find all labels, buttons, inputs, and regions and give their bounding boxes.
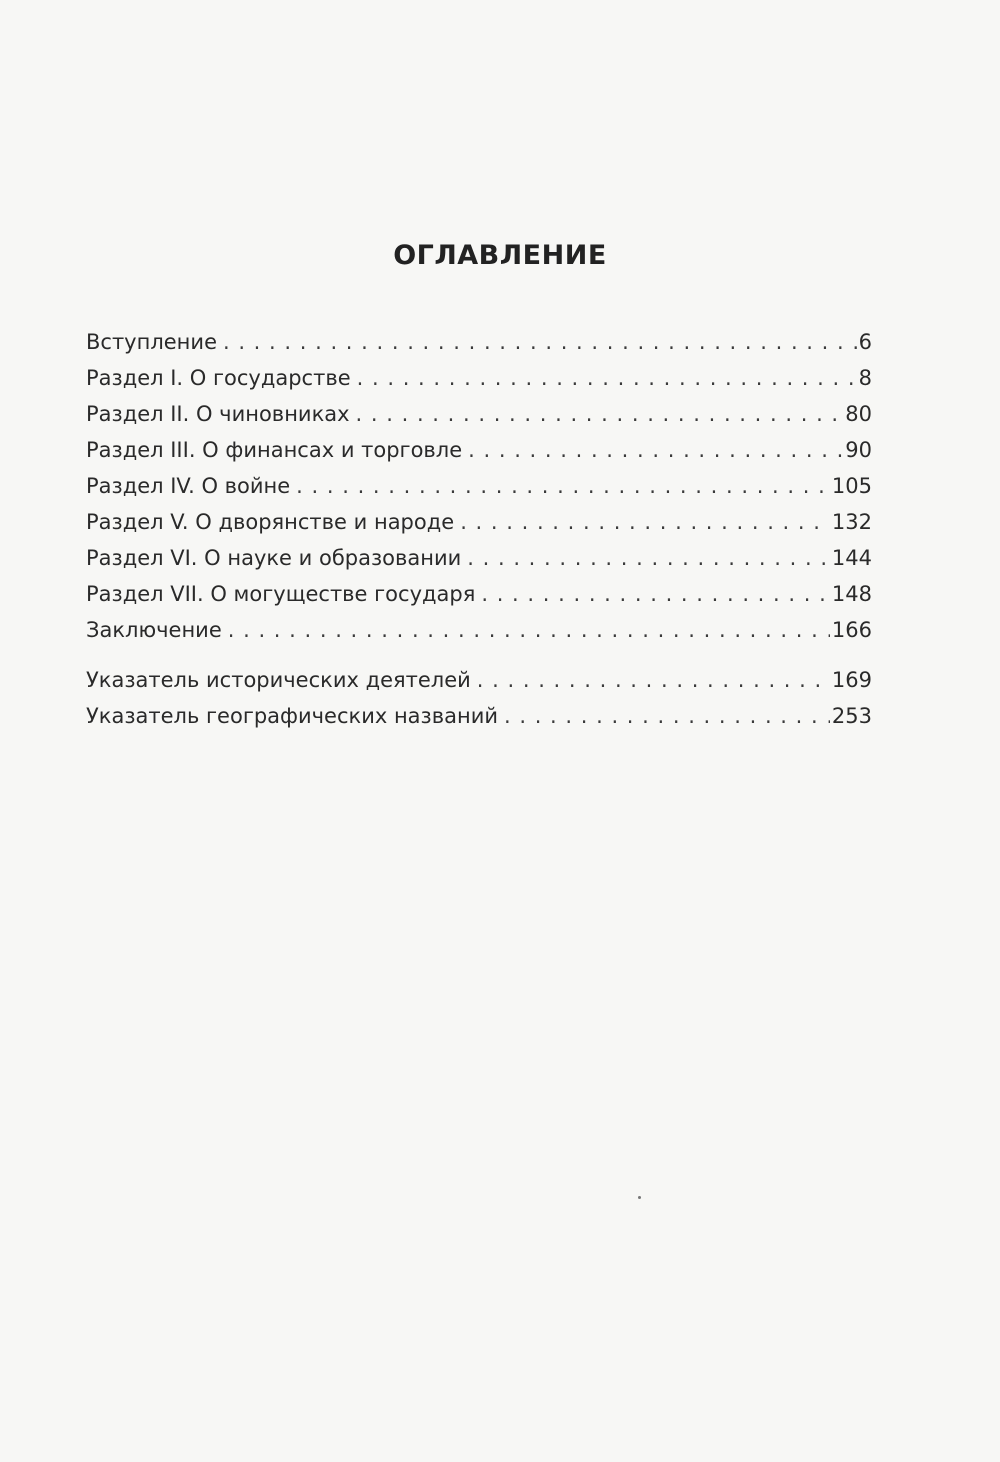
table-of-contents [86, 330, 872, 740]
toc-dot-leader [228, 618, 830, 642]
toc-entry-label: Раздел II. О чиновниках [86, 402, 350, 426]
toc-entry-label: Раздел I. О государстве [86, 366, 351, 390]
toc-dot-leader [481, 582, 830, 606]
toc-entry [86, 402, 872, 438]
toc-entry-page: 144 [831, 546, 872, 570]
toc-entry [86, 704, 872, 740]
toc-entry-label: Раздел VII. О могуществе государя [86, 582, 476, 606]
toc-dot-leader [468, 438, 843, 462]
toc-dot-leader [467, 546, 830, 570]
toc-entry-page: 148 [831, 582, 872, 606]
toc-entry [86, 582, 872, 618]
toc-entry-page: 80 [845, 402, 872, 426]
toc-dot-leader [296, 474, 830, 498]
toc-dot-leader [504, 704, 830, 728]
toc-entry-label: Раздел V. О дворянстве и народе [86, 510, 455, 534]
toc-entry-label: Раздел VI. О науке и образовании [86, 546, 462, 570]
toc-dot-leader [357, 366, 857, 390]
print-speck [638, 1196, 641, 1199]
toc-dot-leader [356, 402, 844, 426]
toc-entry-label: Раздел IV. О войне [86, 474, 291, 498]
toc-entry [86, 438, 872, 474]
toc-entry [86, 366, 872, 402]
toc-entry [86, 546, 872, 582]
toc-entry-page: 169 [831, 668, 872, 692]
toc-entry [86, 668, 872, 704]
toc-entry-page: 90 [845, 438, 872, 462]
toc-entry-page: 6 [858, 330, 872, 354]
toc-entry-page: 253 [831, 704, 872, 728]
toc-entry-label: Указатель географических названий [86, 704, 498, 728]
toc-entry-page: 166 [831, 618, 872, 642]
toc-dot-leader [223, 330, 857, 354]
toc-entry [86, 474, 872, 510]
toc-entry [86, 510, 872, 546]
toc-entry-label: Заключение [86, 618, 222, 642]
toc-entry [86, 618, 872, 654]
toc-entry-label: Раздел III. О финансах и торговле [86, 438, 463, 462]
toc-entry [86, 330, 872, 366]
toc-dot-leader [460, 510, 830, 534]
page-title: ОГЛАВЛЕНИЕ [393, 240, 607, 271]
toc-entry-page: 8 [858, 366, 872, 390]
toc-entry-page: 132 [831, 510, 872, 534]
toc-entry-page: 105 [831, 474, 872, 498]
toc-entry-label: Указатель исторических деятелей [86, 668, 471, 692]
toc-entry-label: Вступление [86, 330, 217, 354]
toc-dot-leader [477, 668, 830, 692]
